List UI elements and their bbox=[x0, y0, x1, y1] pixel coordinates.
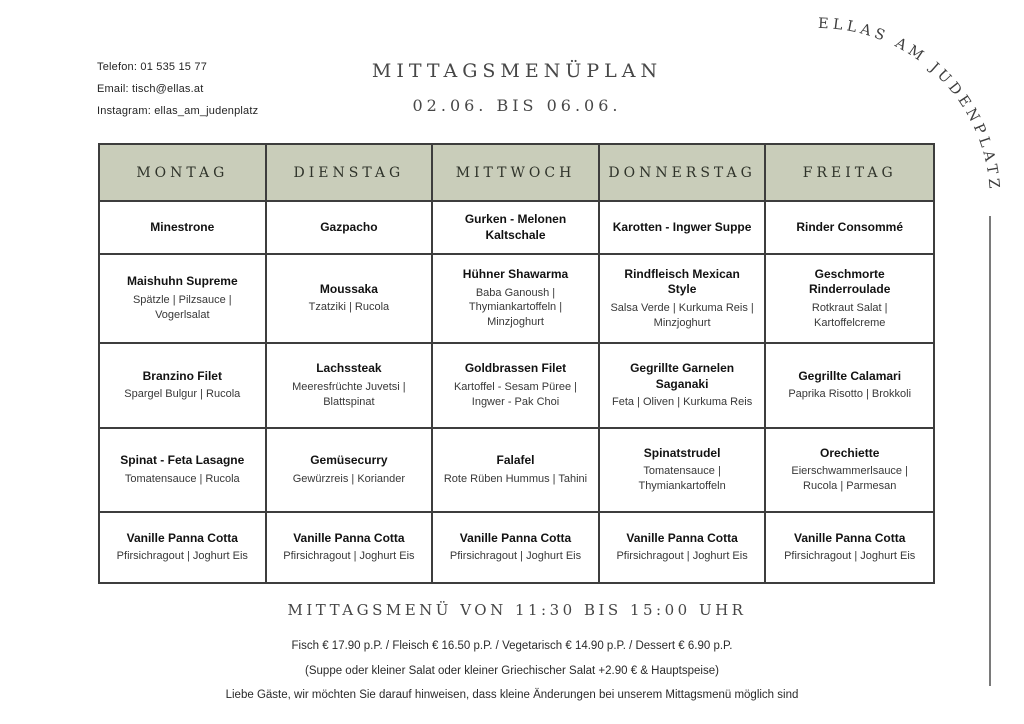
dish-details: Feta | Oliven | Kurkuma Reis bbox=[611, 396, 753, 409]
dish-details: Rotkraut Salat | Kartoffelcreme bbox=[811, 301, 888, 329]
dish-details: Spargel Bulgur | Rucola bbox=[124, 388, 241, 401]
menu-cell-donnerstag-dessert bbox=[600, 513, 767, 582]
dish-title: Geschmorte Rinderroulade bbox=[809, 266, 891, 297]
dish-title: Gegrillte Calamari bbox=[798, 368, 902, 383]
menu-cell-donnerstag-hauptspeise-1 bbox=[600, 255, 767, 344]
title-block bbox=[257, 60, 777, 115]
guest-note: Liebe Gäste, wir möchten Sie darauf hinweisen, dass kleine Änderungen bei unserem Mittagsmenü möglich sind bbox=[225, 689, 799, 701]
dish-title: Branzino Filet bbox=[142, 368, 222, 383]
dish-title: Vanille Panna Cotta bbox=[126, 530, 238, 545]
dish-title: Rinder Consommé bbox=[796, 219, 904, 234]
menu-cell-mittwoch-dessert bbox=[433, 513, 600, 582]
dish-details: Paprika Risotto | Brokkoli bbox=[788, 388, 912, 401]
dish-details: Pfirsichragout | Joghurt Eis bbox=[616, 550, 748, 563]
contact-telefon: Telefon: 01 535 15 77 bbox=[97, 61, 208, 73]
day-header-montag: MONTAG bbox=[100, 145, 267, 202]
dish-title: Gazpacho bbox=[320, 219, 378, 234]
dish-details: Pfirsichragout | Joghurt Eis bbox=[116, 550, 248, 563]
dish-details: Salsa Verde | Kurkuma Reis | Minzjoghurt bbox=[610, 301, 754, 329]
weekly-menu-table bbox=[98, 143, 935, 584]
dish-title: Gegrillte Garnelen Saganaki bbox=[630, 360, 735, 391]
menu-cell-donnerstag-hauptspeise-3 bbox=[600, 429, 767, 513]
dish-title: Rindfleisch Mexican Style bbox=[624, 266, 740, 297]
dish-title: Vanille Panna Cotta bbox=[293, 530, 405, 545]
menu-cell-dienstag-hauptspeise-3 bbox=[267, 429, 434, 513]
dish-details: Spätzle | Pilzsauce | Vogerlsalat bbox=[132, 293, 232, 321]
logo-arc-text: ELLAS AM JUDENPLATZ bbox=[817, 15, 1002, 193]
contact-email: Email: tisch@ellas.at bbox=[97, 83, 204, 95]
dish-title: Hühner Shawarma bbox=[462, 266, 569, 281]
menu-cell-mittwoch-hauptspeise-3 bbox=[433, 429, 600, 513]
day-header-mittwoch: MITTWOCH bbox=[433, 145, 600, 202]
dish-title: Lachssteak bbox=[316, 361, 382, 376]
menu-cell-dienstag-dessert bbox=[267, 513, 434, 582]
dish-title: Maishuhn Supreme bbox=[126, 274, 238, 289]
menu-includes: (Suppe oder kleiner Salat oder kleiner Griechischer Salat +2.90 € & Hauptspeise) bbox=[305, 665, 719, 677]
menu-cell-mittwoch-hauptspeise-1 bbox=[433, 255, 600, 344]
dish-details: Pfirsichragout | Joghurt Eis bbox=[283, 550, 415, 563]
menu-cell-freitag-hauptspeise-3 bbox=[766, 429, 933, 513]
dish-details: Gewürzreis | Koriander bbox=[292, 472, 406, 485]
menu-cell-montag-dessert bbox=[100, 513, 267, 582]
dish-title: Gurken - Melonen Kaltschale bbox=[464, 211, 567, 242]
dish-title: Goldbrassen Filet bbox=[464, 361, 567, 376]
dish-title: Vanille Panna Cotta bbox=[794, 530, 906, 545]
lunch-hours: MITTAGSMENÜ VON 11:30 BIS 15:00 UHR bbox=[287, 601, 747, 619]
menu-cell-mittwoch-hauptspeise-2 bbox=[433, 344, 600, 429]
contact-instagram: Instagram: ellas_am_judenplatz bbox=[97, 105, 259, 117]
dish-details: Pfirsichragout | Joghurt Eis bbox=[784, 550, 916, 563]
dish-title: Karotten - Ingwer Suppe bbox=[612, 219, 752, 234]
day-header-donnerstag: DONNERSTAG bbox=[600, 145, 767, 202]
dish-details: Baba Ganoush | Thymiankartoffeln | Minzjoghurt bbox=[468, 286, 563, 329]
dish-details: Rote Rüben Hummus | Tahini bbox=[443, 472, 588, 485]
menu-cell-dienstag-suppe bbox=[267, 202, 434, 255]
menu-cell-freitag-hauptspeise-1 bbox=[766, 255, 933, 344]
contact-block bbox=[97, 61, 258, 127]
dish-title: Gemüsecurry bbox=[310, 453, 388, 468]
menu-cell-montag-hauptspeise-3 bbox=[100, 429, 267, 513]
dish-details: Tzatziki | Rucola bbox=[308, 301, 390, 314]
dish-details: Kartoffel - Sesam Püree | Ingwer - Pak Choi bbox=[453, 380, 578, 408]
dish-details: Pfirsichragout | Joghurt Eis bbox=[449, 550, 582, 563]
dish-details: Tomatensauce | Thymiankartoffeln bbox=[638, 465, 726, 493]
menu-cell-freitag-suppe bbox=[766, 202, 933, 255]
menu-cell-mittwoch-suppe bbox=[433, 202, 600, 255]
dish-title: Spinat - Feta Lasagne bbox=[120, 453, 245, 468]
menu-cell-montag-hauptspeise-1 bbox=[100, 255, 267, 344]
menu-cell-donnerstag-hauptspeise-2 bbox=[600, 344, 767, 429]
dish-title: Vanille Panna Cotta bbox=[626, 530, 738, 545]
dish-title: Minestrone bbox=[150, 219, 215, 234]
menu-cell-montag-suppe bbox=[100, 202, 267, 255]
day-header-dienstag: DIENSTAG bbox=[267, 145, 434, 202]
menu-cell-donnerstag-suppe bbox=[600, 202, 767, 255]
menu-cell-dienstag-hauptspeise-2 bbox=[267, 344, 434, 429]
dish-details: Meeresfrüchte Juvetsi | Blattspinat bbox=[292, 380, 406, 408]
menu-cell-freitag-dessert bbox=[766, 513, 933, 582]
dish-title: Falafel bbox=[496, 453, 535, 468]
menu-cell-dienstag-hauptspeise-1 bbox=[267, 255, 434, 344]
page-title: MITTAGSMENÜPLAN bbox=[371, 60, 663, 82]
dish-details: Eierschwammerlsauce | Rucola | Parmesan bbox=[791, 465, 908, 493]
dish-title: Vanille Panna Cotta bbox=[459, 530, 572, 545]
dish-title: Spinatstrudel bbox=[643, 445, 721, 460]
date-range: 02.06. BIS 06.06. bbox=[412, 96, 622, 115]
menu-cell-montag-hauptspeise-2 bbox=[100, 344, 267, 429]
dish-title: Orechiette bbox=[820, 445, 880, 460]
day-header-freitag: FREITAG bbox=[766, 145, 933, 202]
menu-cell-freitag-hauptspeise-2 bbox=[766, 344, 933, 429]
price-list: Fisch € 17.90 p.P. / Fleisch € 16.50 p.P. / Vegetarisch € 14.90 p.P. / Dessert € 6.90 p.P. bbox=[291, 640, 733, 652]
dish-title: Moussaka bbox=[319, 281, 378, 296]
dish-details: Tomatensauce | Rucola bbox=[124, 472, 240, 485]
